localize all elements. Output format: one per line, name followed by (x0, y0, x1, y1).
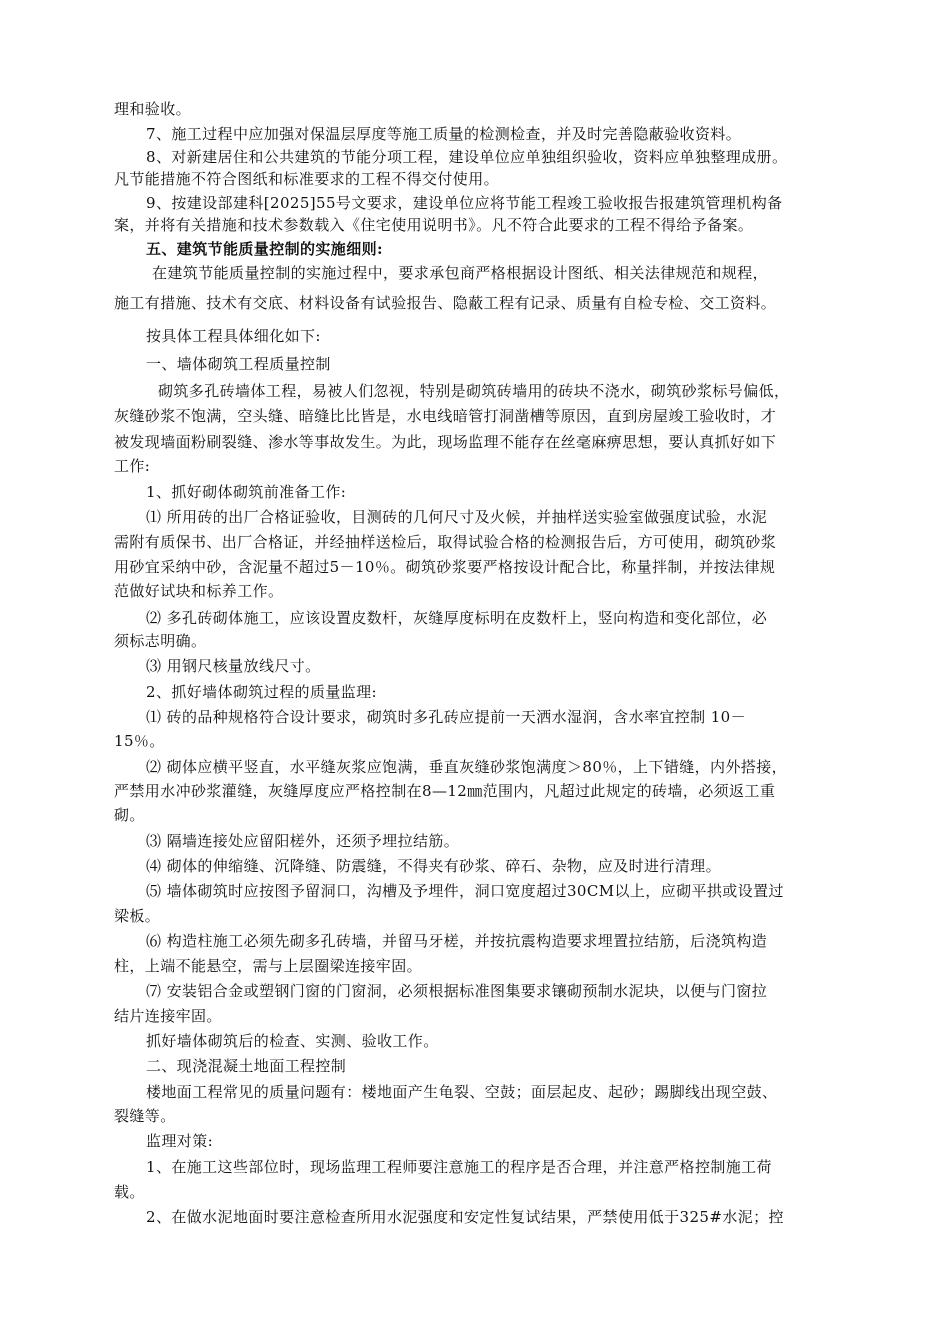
text-line: 监理对策: (146, 1132, 214, 1150)
text-line: 1、在施工这些部位时，现场监理工程师要注意施工的程序是否合理，并注意严格控制施工荷 (146, 1158, 772, 1176)
text-line: 须标志明确。 (114, 632, 207, 650)
text-line: 抓好墙体砌筑后的检查、实测、验收工作。 (146, 1032, 439, 1050)
text-line: ⑵ 砌体应横平竖直，水平缝灰浆应饱满，垂直灰缝砂浆饱满度＞80％，上下错缝，内外搭接， (146, 758, 788, 776)
text-line: 灰缝砂浆不饱满，空头缝、暗缝比比皆是，水电线暗管打洞凿槽等原因，直到房屋竣工验收时，才 (114, 407, 777, 425)
text-line: 载。 (114, 1183, 145, 1201)
text-line: 楼地面工程常见的质量问题有：楼地面产生龟裂、空鼓；面层起皮、起砂；踢脚线出现空鼓、 (146, 1083, 778, 1101)
text-line: ⑺ 安装铝合金或塑钢门窗的门窗洞，必须根据标准图集要求镶砌预制水泥块，以便与门窗拉 (146, 982, 768, 1000)
text-line: 2、抓好墙体砌筑过程的质量监理: (146, 683, 377, 701)
text-line: ⑹ 构造柱施工必须先砌多孔砖墙，并留马牙槎，并按抗震构造要求埋置拉结筋，后浇筑构造 (146, 932, 768, 950)
text-line: 需附有质保书、出厂合格证，并经抽样送检后，取得试验合格的检测报告后，方可使用，砌筑砂浆 (114, 533, 777, 551)
text-line: ⑶ 用钢尺核量放线尺寸。 (146, 657, 321, 675)
text-line: 被发现墙面粉刷裂缝、渗水等事故发生。为此，现场监理不能存在丝毫麻痹思想，要认真抓好如下 (114, 433, 777, 451)
text-line: 15％。 (114, 732, 165, 750)
text-line: 1、抓好砌体砌筑前准备工作: (146, 483, 347, 501)
text-line: ⑶ 隔墙连接处应留阳槎外，还须予埋拉结筋。 (146, 832, 460, 850)
text-line: 工作: (114, 457, 151, 475)
text-line: 梁板。 (114, 907, 161, 925)
text-line: 裂缝等。 (114, 1107, 176, 1125)
text-line: ⑷ 砌体的伸缩缝、沉降缝、防震缝，不得夹有砂浆、碎石、杂物，应及时进行清理。 (146, 857, 721, 875)
text-line: 结片连接牢固。 (114, 1007, 222, 1025)
text-line: 2、在做水泥地面时要注意检查所用水泥强度和安定性复试结果，严禁使用低于325#水泥；控 (146, 1208, 784, 1226)
text-line: 砌筑多孔砖墙体工程，易被人们忽视，特别是砌筑砖墙用的砖块不浇水，砌筑砂浆标号偏低， (158, 382, 790, 400)
subsection-heading: 二、现浇混凝土地面工程控制 (146, 1057, 347, 1075)
text-line: 砌。 (114, 806, 145, 824)
subsection-heading: 一、墙体砌筑工程质量控制 (146, 355, 331, 373)
text-line: 理和验收。 (114, 100, 192, 118)
text-line: 柱，上端不能悬空，需与上层圈梁连接牢固。 (114, 957, 423, 975)
text-line: 严禁用水冲砂浆灌缝，灰缝厚度应严格控制在8—12㎜范围内，凡超过此规定的砖墙，必须返工重 (114, 782, 776, 800)
text-line: 8、对新建居住和公共建筑的节能分项工程，建设单位应单独组织验收，资料应单独整理成册。 (146, 148, 788, 166)
text-line: ⑴ 所用砖的出厂合格证验收，目测砖的几何尺寸及火候，并抽样送实验室做强度试验，水泥 (146, 508, 768, 526)
text-line: 在建筑节能质量控制的实施过程中，要求承包商严格根据设计图纸、相关法律规范和规程， (152, 264, 769, 282)
section-heading: 五、建筑节能质量控制的实施细则: (146, 240, 383, 258)
text-line: ⑴ 砖的品种规格符合设计要求，砌筑时多孔砖应提前一天洒水湿润，含水率宜控制 10－ (146, 708, 747, 726)
text-line: 凡节能措施不符合图纸和标准要求的工程不得交付使用。 (114, 170, 500, 188)
text-line: ⑵ 多孔砖砌体施工，应该设置皮数杆，灰缝厚度标明在皮数杆上，竖向构造和变化部位，必 (146, 609, 768, 627)
text-line: 施工有措施、技术有交底、材料设备有试验报告、隐蔽工程有记录、质量有自检专检、交工资料。 (114, 294, 777, 312)
text-line: 用砂宜采纳中砂，含泥量不超过5－10％。砌筑砂浆要严格按设计配合比，称量拌制，并按法律规 (114, 558, 776, 576)
text-line: 按具体工程具体细化如下: (146, 327, 321, 345)
text-line: ⑸ 墙体砌筑时应按图予留洞口，沟槽及予埋件，洞口宽度超过30CM以上，应砌平拱或设置过 (146, 882, 784, 900)
text-line: 7、施工过程中应加强对保温层厚度等施工质量的检测检查，并及时完善隐蔽验收资料。 (146, 125, 742, 143)
text-line: 案，并将有关措施和技术参数载入《住宅使用说明书》。凡不符合此要求的工程不得给予备案。 (114, 216, 754, 234)
text-line: 范做好试块和标养工作。 (114, 582, 284, 600)
text-line: 9、按建设部建科[2025]55号文要求，建设单位应将节能工程竣工验收报告报建筑管理机构备 (146, 194, 783, 212)
